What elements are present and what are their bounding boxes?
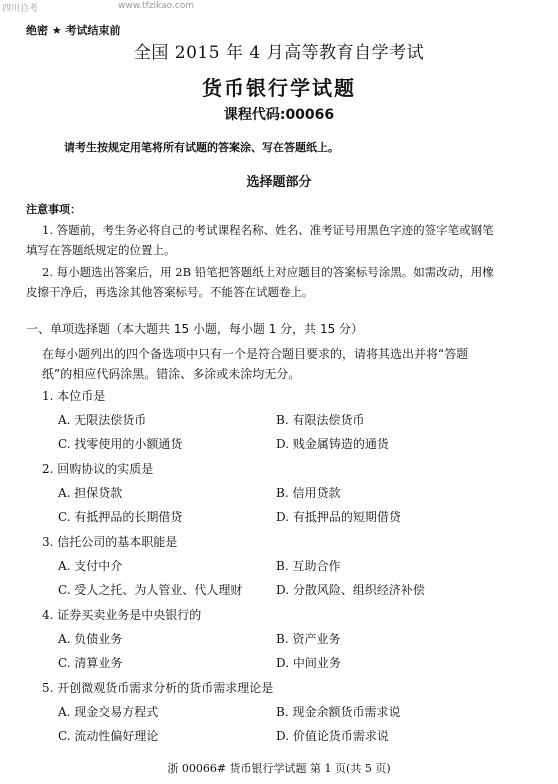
option-a: A. 负债业务 [58, 632, 123, 646]
note-2-line-2: 皮擦干净后，再选涂其他答案标号。不能答在试题卷上。 [26, 285, 314, 299]
option-d: D. 贱金属铸造的通货 [276, 437, 389, 451]
secret-label: 绝密 ★ 考试结束前 [26, 24, 121, 37]
option-b: B. 有限法偿货币 [276, 413, 365, 427]
note-1-line-2: 填写在答题纸规定的位置上。 [26, 243, 176, 257]
option-b: B. 信用贷款 [276, 486, 341, 500]
watermark-url: www.tfzikao.com [118, 1, 195, 11]
option-d: D. 价值论货币需求说 [276, 729, 389, 743]
option-c: C. 流动性偏好理论 [58, 729, 159, 743]
option-d: D. 中间业务 [276, 656, 341, 670]
option-a: A. 支付中介 [58, 559, 123, 573]
page-footer: 浙 00066# 货币银行学试题 第 1 页(共 5 页) [167, 762, 391, 775]
watermark-site-name: 四川自考 [2, 4, 39, 14]
note-1-line-1: 1. 答题前，考生务必将自己的考试课程名称、姓名、准考证号用黑色字迹的签字笔或钢笔 [42, 223, 494, 237]
description-line-1: 在每小题列出的四个备选项中只有一个是符合题目要求的，请将其选出并将“答题 [42, 347, 469, 361]
option-b: B. 资产业务 [276, 632, 341, 646]
notes-label: 注意事项： [26, 203, 81, 216]
option-b: B. 现金余额货币需求说 [276, 705, 401, 719]
question-stem: 3. 信托公司的基本职能是 [42, 535, 178, 549]
option-a: A. 现金交易方程式 [58, 705, 159, 719]
answer-instruction: 请考生按规定用笔将所有试题的答案涂、写在答题纸上。 [64, 141, 339, 154]
question-stem: 4. 证券买卖业务是中央银行的 [42, 608, 202, 622]
note-2-line-1: 2. 每小题选出答案后，用 2B 铅笔把答题纸上对应题目的答案标号涂黑。如需改动，用橡 [42, 265, 494, 279]
option-c: C. 有抵押品的长期借贷 [58, 510, 183, 524]
question-stem: 2. 回购协议的实质是 [42, 462, 154, 476]
description-line-2: 纸”的相应代码涂黑。错涂、多涂或未涂均无分。 [42, 367, 301, 381]
question-stem: 5. 开创微观货币需求分析的货币需求理论是 [42, 681, 274, 695]
watermark [0, 0, 558, 14]
option-c: C. 找零使用的小额通货 [58, 437, 183, 451]
option-a: A. 无限法偿货币 [58, 413, 147, 427]
course-code: 课程代码:00066 [223, 107, 335, 123]
option-b: B. 互助合作 [276, 559, 341, 573]
section-title: 选择题部分 [246, 175, 312, 190]
question-section-description [42, 344, 522, 384]
question-stem: 1. 本位币是 [42, 389, 106, 403]
question-section-header: 一、单项选择题（本大题共 15 小题，每小题 1 分，共 15 分） [26, 322, 364, 336]
option-d: D. 分散风险、组织经济补偿 [276, 583, 425, 597]
subject-title: 货币银行学试题 [202, 76, 356, 100]
option-a: A. 担保贷款 [58, 486, 123, 500]
option-c: C. 受人之托、为人管业、代人理财 [58, 583, 243, 597]
exam-title: 全国 2015 年 4 月高等教育自学考试 [133, 43, 425, 63]
option-d: D. 有抵押品的短期借贷 [276, 510, 401, 524]
option-c: C. 清算业务 [58, 656, 123, 670]
